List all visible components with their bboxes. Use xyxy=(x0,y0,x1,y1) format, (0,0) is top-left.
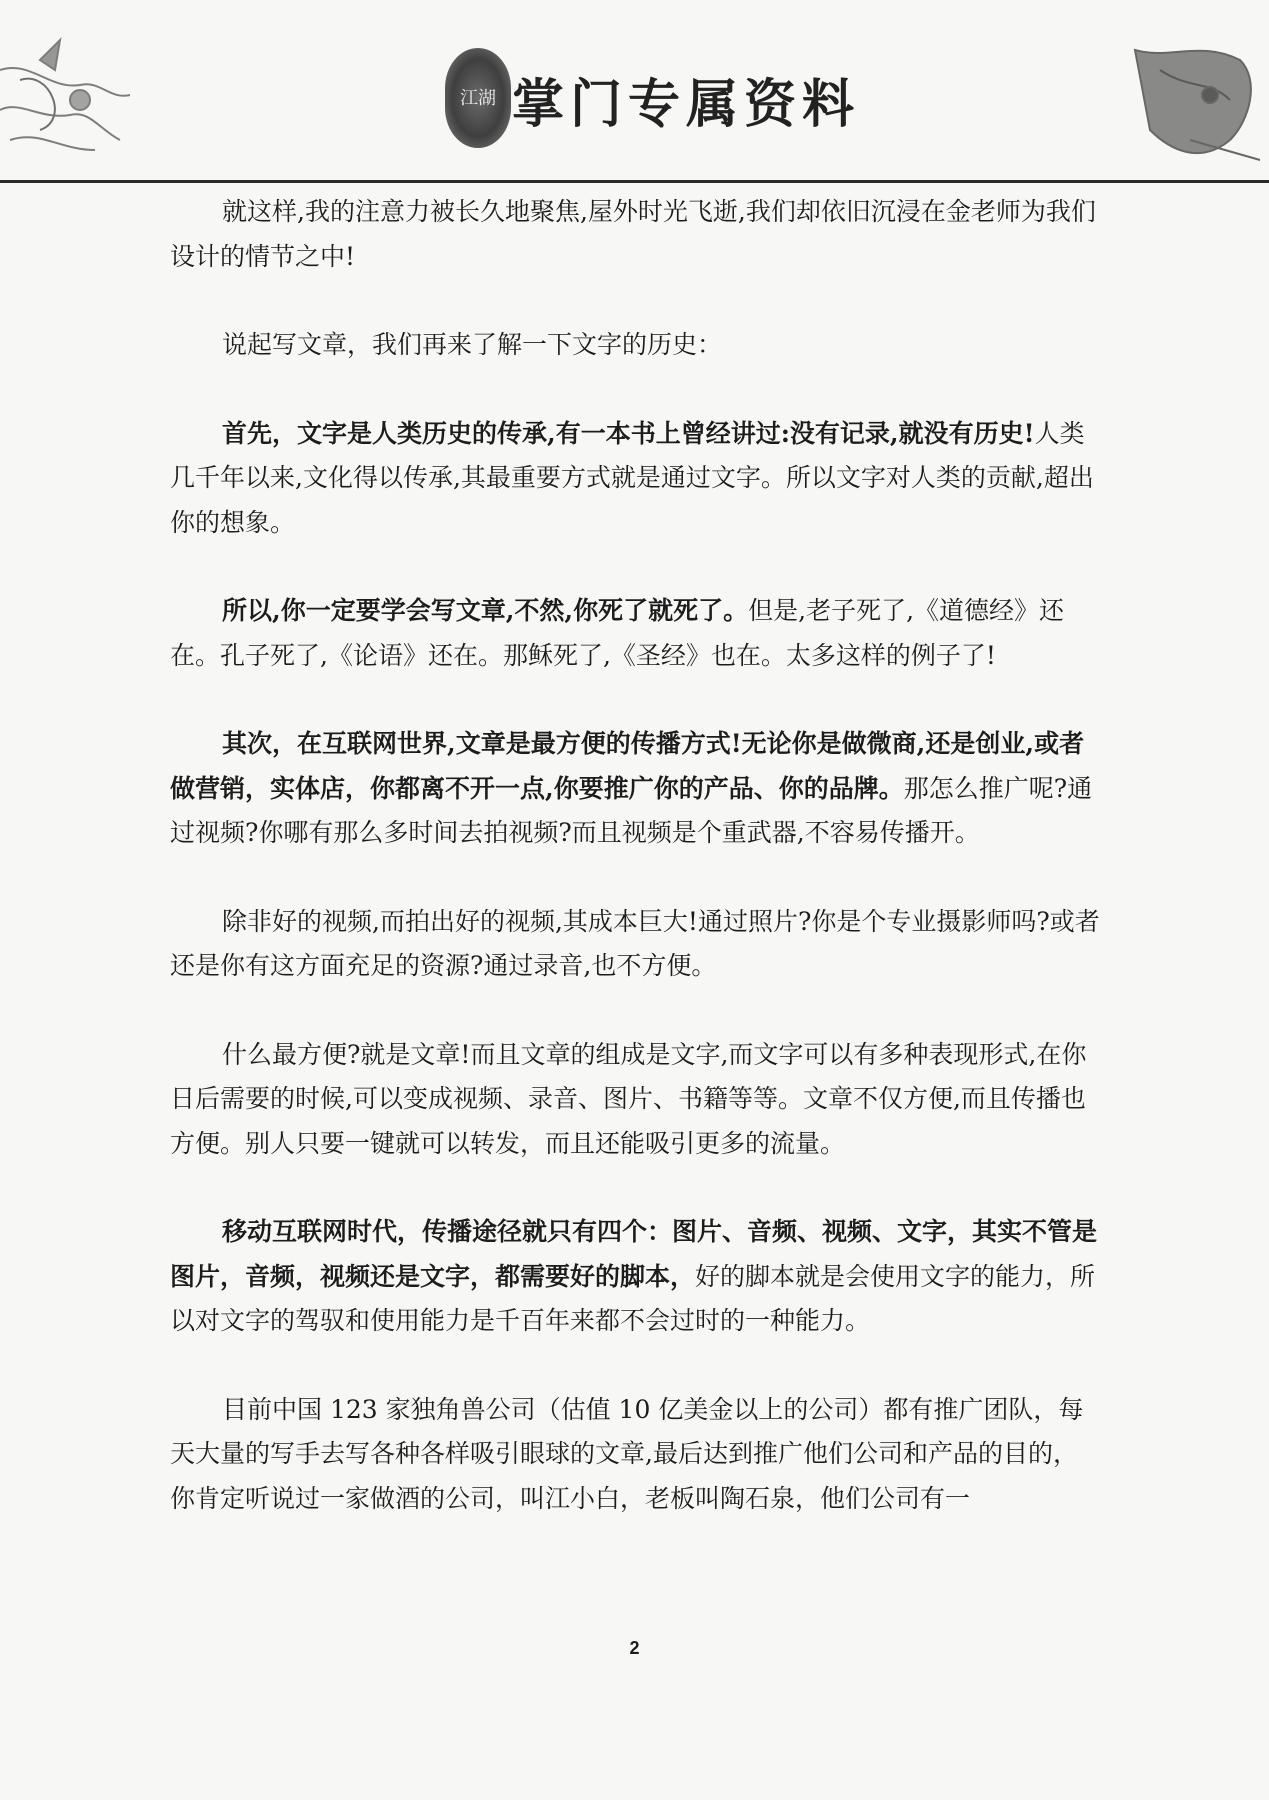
right-dragon-illustration xyxy=(1135,50,1260,160)
page-header xyxy=(0,0,1269,185)
bold-text: 首先，文字是人类历史的传承,有一本书上曾经讲过:没有记录,就没有历史! xyxy=(222,418,1035,448)
header-title: 掌门专属资料 xyxy=(512,74,861,135)
text: 好的脚本就是会使用文字的能力，所以对文字的驾驭和使用能力是千百年来都不会过时的一种能力。 xyxy=(170,1261,1096,1335)
text: 就这样,我的注意力被长久地聚焦,屋外时光飞逝,我们却依旧沉浸在金老师为我们设计的情节之中! xyxy=(170,197,1096,271)
text: 但是,老子死了,《道德经》还在。孔子死了,《论语》还在。那稣死了,《圣经》也在。太多这样的例子了! xyxy=(170,596,1065,670)
document-body xyxy=(170,190,1100,1565)
left-dragon-illustration xyxy=(0,40,130,150)
paragraph xyxy=(170,412,1100,546)
text: 那怎么推广呢?通过视频?你哪有那么多时间去拍视频?而且视频是个重武器,不容易传播开。 xyxy=(170,773,1093,847)
paragraph xyxy=(170,1210,1100,1344)
text: 除非好的视频,而拍出好的视频,其成本巨大!通过照片?你是个专业摄影师吗?或者还是你有这方面充足的资源?通过录音,也不方便。 xyxy=(170,906,1100,980)
paragraph xyxy=(170,589,1100,678)
paragraph xyxy=(170,1388,1100,1522)
bold-text: 移动互联网时代，传播途径就只有四个：图片、音频、视频、文字，其实不管是图片，音频，视频还是文字，都需要好的脚本， xyxy=(170,1217,1098,1291)
paragraph xyxy=(170,1033,1100,1167)
text: 说起写文章，我们再来了解一下文字的历史： xyxy=(222,330,723,359)
paragraph xyxy=(170,190,1100,279)
text: 人类几千年以来,文化得以传承,其最重要方式就是通过文字。所以文字对人类的贡献,超出你的想象。 xyxy=(170,418,1094,537)
header-divider xyxy=(0,180,1269,183)
text: 目前中国 123 家独角兽公司（估值 10 亿美金以上的公司）都有推广团队，每天大量的写手去写各种各样吸引眼球的文章,最后达到推广他们公司和产品的目的，你肯定听说过一家做酒的公司，叫江小白，老板叫陶石泉，他们公司有一 xyxy=(170,1394,1084,1513)
seal-logo: 江湖 xyxy=(445,48,511,148)
page-number: 2 xyxy=(629,1638,640,1658)
paragraph xyxy=(170,323,1100,368)
text: 什么最方便?就是文章!而且文章的组成是文字,而文字可以有多种表现形式,在你日后需要的时候,可以变成视频、录音、图片、书籍等等。文章不仅方便,而且传播也方便。别人只要一键就可以转发，而且还能吸引更多的流量。 xyxy=(170,1039,1087,1158)
paragraph xyxy=(170,722,1100,856)
bold-text: 其次，在互联网世界,文章是最方便的传播方式!无论你是做微商,还是创业,或者做营销，实体店，你都离不开一点,你要推广你的产品、你的品牌。 xyxy=(170,729,1085,803)
bold-text: 所以,你一定要学会写文章,不然,你死了就死了。 xyxy=(222,596,749,625)
paragraph xyxy=(170,900,1100,989)
